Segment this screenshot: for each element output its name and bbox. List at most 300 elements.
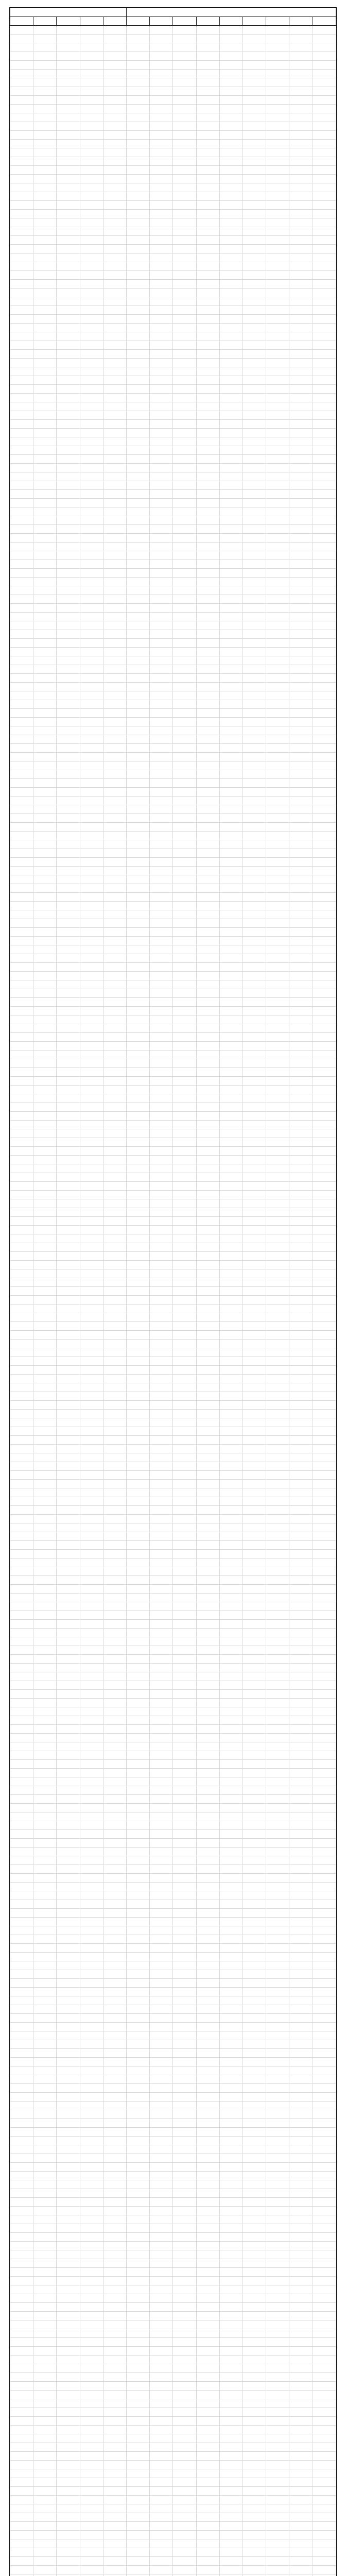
table-cell: [127, 656, 150, 665]
table-cell: [57, 271, 80, 280]
table-cell: [127, 1269, 150, 1278]
table-cell: [150, 481, 173, 490]
table-cell: [80, 1103, 103, 1112]
table-cell: [173, 1033, 196, 1042]
table-cell: [10, 490, 33, 499]
table-cell: [57, 665, 80, 674]
table-cell: [10, 1129, 33, 1138]
table-cell: [103, 1050, 126, 1059]
table-cell: [243, 1488, 266, 1497]
table-cell: [57, 1523, 80, 1532]
table-cell: [33, 1252, 57, 1261]
table-cell: [289, 1812, 313, 1821]
table-cell: [103, 639, 126, 648]
table-cell: [127, 2504, 150, 2513]
table-cell: [219, 2198, 243, 2207]
table-cell: [313, 2093, 336, 2102]
table-cell: [150, 192, 173, 201]
table-cell: [173, 2163, 196, 2172]
table-cell: [266, 902, 289, 910]
table-cell: [57, 1594, 80, 1602]
table-cell: [243, 1585, 266, 1594]
table-cell: [243, 1217, 266, 1226]
table-cell: [243, 481, 266, 490]
table-row: [10, 1488, 336, 1497]
table-cell: [80, 2145, 103, 2154]
table-cell: [313, 1059, 336, 1068]
table-cell: [80, 1944, 103, 1953]
table-cell: [243, 341, 266, 350]
table-cell: [313, 744, 336, 753]
table-cell: [127, 2154, 150, 2163]
table-cell: [150, 1129, 173, 1138]
table-cell: [57, 1541, 80, 1550]
table-cell: [33, 245, 57, 253]
table-cell: [289, 2443, 313, 2452]
table-cell: [243, 656, 266, 665]
table-cell: [150, 1112, 173, 1121]
table-cell: [289, 1602, 313, 1611]
table-cell: [57, 1129, 80, 1138]
table-cell: [196, 2180, 219, 2189]
table-cell: [313, 2478, 336, 2487]
table-cell: [150, 1830, 173, 1839]
table-cell: [243, 709, 266, 718]
table-cell: [33, 446, 57, 455]
table-cell: [196, 315, 219, 324]
table-cell: [33, 26, 57, 35]
table-cell: [10, 2259, 33, 2268]
table-cell: [243, 2373, 266, 2382]
table-cell: [127, 2014, 150, 2023]
table-cell: [57, 1015, 80, 1024]
table-cell: [80, 2119, 103, 2128]
table-cell: [80, 1812, 103, 1821]
table-cell: [80, 1848, 103, 1856]
table-cell: [150, 2478, 173, 2487]
table-cell: [127, 2496, 150, 2504]
table-cell: [289, 1611, 313, 1620]
table-cell: [10, 770, 33, 779]
table-cell: [313, 2154, 336, 2163]
table-row: [10, 455, 336, 464]
table-cell: [266, 744, 289, 753]
table-cell: [243, 1909, 266, 1918]
table-cell: [289, 858, 313, 867]
table-cell: [173, 560, 196, 569]
table-cell: [150, 1375, 173, 1383]
table-cell: [243, 2145, 266, 2154]
table-cell: [266, 1340, 289, 1348]
table-cell: [266, 1252, 289, 1261]
table-cell: [57, 2566, 80, 2574]
table-cell: [313, 2294, 336, 2303]
table-cell: [150, 87, 173, 96]
table-cell: [103, 367, 126, 376]
table-cell: [150, 2014, 173, 2023]
table-cell: [103, 2566, 126, 2574]
table-cell: [103, 1734, 126, 1742]
table-row: [10, 2504, 336, 2513]
table-cell: [10, 262, 33, 271]
table-cell: [127, 1243, 150, 1252]
table-cell: [127, 1278, 150, 1287]
table-cell: [127, 779, 150, 788]
table-cell: [57, 306, 80, 315]
table-cell: [150, 78, 173, 87]
table-cell: [289, 595, 313, 604]
table-cell: [243, 350, 266, 359]
table-cell: [289, 464, 313, 472]
table-cell: [173, 1042, 196, 1050]
table-cell: [127, 2066, 150, 2075]
table-cell: [150, 201, 173, 210]
table-cell: [10, 455, 33, 464]
table-cell: [80, 2233, 103, 2242]
table-cell: [243, 1252, 266, 1261]
table-cell: [150, 341, 173, 350]
table-cell: [196, 87, 219, 96]
table-cell: [243, 2461, 266, 2469]
table-cell: [10, 1707, 33, 1716]
table-cell: [103, 1506, 126, 1515]
table-cell: [196, 1243, 219, 1252]
table-cell: [266, 814, 289, 823]
table-cell: [173, 665, 196, 674]
table-cell: [127, 210, 150, 218]
table-cell: [219, 1865, 243, 1874]
table-cell: [127, 998, 150, 1007]
table-cell: [150, 1121, 173, 1129]
table-row: [10, 1173, 336, 1182]
table-row: [10, 385, 336, 394]
table-cell: [33, 2574, 57, 2576]
table-cell: [173, 1620, 196, 1629]
table-cell: [289, 761, 313, 770]
table-cell: [33, 1348, 57, 1357]
table-cell: [57, 490, 80, 499]
table-cell: [57, 1024, 80, 1033]
table-cell: [10, 805, 33, 814]
table-cell: [150, 350, 173, 359]
table-cell: [173, 2250, 196, 2259]
table-cell: [57, 1401, 80, 1410]
table-row: [10, 919, 336, 928]
table-cell: [173, 604, 196, 613]
table-cell: [313, 2496, 336, 2504]
table-cell: [313, 1532, 336, 1541]
table-cell: [103, 1226, 126, 1234]
table-cell: [10, 525, 33, 534]
table-cell: [266, 1427, 289, 1436]
column-header-2: [33, 17, 57, 26]
table-cell: [313, 1348, 336, 1357]
table-cell: [127, 1506, 150, 1515]
table-cell: [266, 1173, 289, 1182]
table-cell: [219, 735, 243, 744]
table-cell: [313, 1199, 336, 1208]
table-cell: [243, 2172, 266, 2180]
table-cell: [266, 43, 289, 52]
table-cell: [289, 2215, 313, 2224]
table-cell: [196, 2417, 219, 2426]
table-cell: [150, 1812, 173, 1821]
table-cell: [219, 1558, 243, 1567]
table-cell: [196, 1357, 219, 1366]
table-cell: [219, 1550, 243, 1558]
table-cell: [80, 2557, 103, 2566]
table-cell: [127, 227, 150, 236]
table-cell: [243, 1953, 266, 1961]
table-cell: [289, 2504, 313, 2513]
table-cell: [57, 2347, 80, 2355]
table-cell: [173, 2399, 196, 2408]
table-cell: [127, 2478, 150, 2487]
table-cell: [266, 1821, 289, 1830]
table-cell: [173, 1707, 196, 1716]
table-cell: [289, 1348, 313, 1357]
table-cell: [10, 700, 33, 709]
table-cell: [127, 1681, 150, 1690]
table-cell: [266, 2548, 289, 2557]
table-cell: [289, 1366, 313, 1375]
table-cell: [10, 1015, 33, 1024]
table-cell: [173, 481, 196, 490]
table-cell: [173, 2172, 196, 2180]
table-cell: [33, 814, 57, 823]
table-cell: [219, 61, 243, 70]
table-cell: [289, 26, 313, 35]
table-cell: [219, 1383, 243, 1392]
table-cell: [196, 665, 219, 674]
table-cell: [266, 1567, 289, 1576]
table-cell: [173, 1366, 196, 1375]
table-cell: [289, 1480, 313, 1488]
table-cell: [57, 1313, 80, 1322]
table-cell: [243, 525, 266, 534]
table-cell: [266, 1392, 289, 1401]
table-row: [10, 2338, 336, 2347]
table-cell: [103, 2005, 126, 2014]
table-cell: [173, 1506, 196, 1515]
table-cell: [173, 1594, 196, 1602]
table-cell: [57, 1173, 80, 1182]
table-cell: [313, 1681, 336, 1690]
table-cell: [243, 613, 266, 621]
table-cell: [219, 2268, 243, 2277]
table-cell: [103, 227, 126, 236]
table-cell: [173, 61, 196, 70]
table-cell: [266, 2347, 289, 2355]
table-cell: [57, 411, 80, 420]
table-cell: [127, 849, 150, 858]
table-cell: [173, 2058, 196, 2066]
table-cell: [243, 324, 266, 332]
table-cell: [173, 980, 196, 989]
table-cell: [103, 1427, 126, 1436]
table-cell: [33, 2513, 57, 2522]
table-cell: [219, 823, 243, 832]
table-cell: [127, 2574, 150, 2576]
table-row: [10, 1050, 336, 1059]
table-cell: [243, 359, 266, 367]
table-cell: [173, 1812, 196, 1821]
table-cell: [289, 43, 313, 52]
table-cell: [173, 131, 196, 140]
table-cell: [313, 1883, 336, 1891]
table-cell: [173, 2347, 196, 2355]
table-cell: [266, 1690, 289, 1699]
table-cell: [127, 1261, 150, 1269]
table-cell: [150, 744, 173, 753]
table-row: [10, 1304, 336, 1313]
table-cell: [196, 1585, 219, 1594]
table-cell: [80, 1839, 103, 1848]
table-cell: [243, 2084, 266, 2093]
table-cell: [150, 420, 173, 429]
table-cell: [57, 963, 80, 972]
table-cell: [266, 218, 289, 227]
table-cell: [243, 604, 266, 613]
table-cell: [219, 2452, 243, 2461]
table-cell: [57, 1988, 80, 1996]
table-cell: [219, 1243, 243, 1252]
table-cell: [313, 560, 336, 569]
table-cell: [219, 1138, 243, 1147]
table-cell: [219, 1953, 243, 1961]
table-cell: [10, 1383, 33, 1392]
table-cell: [10, 2049, 33, 2058]
table-cell: [196, 253, 219, 262]
table-cell: [313, 1830, 336, 1839]
table-cell: [127, 1918, 150, 1926]
table-cell: [127, 192, 150, 201]
table-cell: [10, 175, 33, 183]
table-cell: [243, 1742, 266, 1751]
table-cell: [57, 2434, 80, 2443]
table-cell: [289, 2250, 313, 2259]
table-cell: [33, 2137, 57, 2145]
table-cell: [289, 280, 313, 289]
table-cell: [103, 1865, 126, 1874]
table-cell: [313, 1821, 336, 1830]
table-cell: [313, 507, 336, 516]
table-cell: [103, 166, 126, 175]
table-cell: [243, 1007, 266, 1015]
table-cell: [219, 2233, 243, 2242]
table-cell: [289, 1830, 313, 1839]
table-cell: [289, 183, 313, 192]
table-cell: [266, 1699, 289, 1707]
table-row: [10, 1690, 336, 1699]
table-cell: [219, 1664, 243, 1672]
table-cell: [150, 1909, 173, 1918]
table-cell: [266, 1199, 289, 1208]
table-cell: [173, 1112, 196, 1121]
table-cell: [219, 2461, 243, 2469]
table-cell: [150, 928, 173, 937]
table-cell: [10, 2163, 33, 2172]
table-cell: [103, 148, 126, 157]
table-cell: [173, 858, 196, 867]
table-cell: [103, 2066, 126, 2075]
table-cell: [243, 1830, 266, 1839]
table-cell: [33, 595, 57, 604]
table-row: [10, 1418, 336, 1427]
table-cell: [219, 35, 243, 43]
table-cell: [10, 621, 33, 630]
table-cell: [243, 1015, 266, 1024]
table-cell: [219, 980, 243, 989]
table-cell: [10, 2014, 33, 2023]
table-cell: [150, 1725, 173, 1734]
table-cell: [173, 1497, 196, 1506]
table-cell: [313, 332, 336, 341]
table-row: [10, 1874, 336, 1883]
table-cell: [80, 26, 103, 35]
table-cell: [196, 910, 219, 919]
table-cell: [127, 2084, 150, 2093]
table-cell: [219, 402, 243, 411]
table-cell: [80, 1497, 103, 1506]
table-row: [10, 2294, 336, 2303]
table-cell: [243, 910, 266, 919]
table-cell: [57, 2014, 80, 2023]
table-cell: [243, 52, 266, 61]
table-cell: [173, 253, 196, 262]
table-cell: [219, 464, 243, 472]
table-cell: [266, 1068, 289, 1077]
table-cell: [33, 884, 57, 893]
table-cell: [127, 1077, 150, 1086]
table-cell: [33, 271, 57, 280]
table-cell: [266, 1961, 289, 1970]
table-cell: [196, 1769, 219, 1777]
table-cell: [266, 1348, 289, 1357]
table-cell: [219, 1497, 243, 1506]
table-cell: [127, 218, 150, 227]
table-cell: [313, 1471, 336, 1480]
table-cell: [173, 105, 196, 113]
table-cell: [150, 1567, 173, 1576]
table-cell: [266, 753, 289, 761]
table-cell: [127, 499, 150, 507]
table-cell: [289, 1436, 313, 1445]
table-row: [10, 2172, 336, 2180]
table-cell: [150, 455, 173, 464]
table-cell: [173, 2469, 196, 2478]
header-group-right: [127, 8, 336, 17]
table-cell: [33, 700, 57, 709]
table-cell: [80, 1033, 103, 1042]
table-cell: [150, 1033, 173, 1042]
table-cell: [103, 1558, 126, 1567]
table-cell: [80, 1217, 103, 1226]
table-row: [10, 1576, 336, 1585]
table-cell: [173, 1883, 196, 1891]
table-cell: [196, 1191, 219, 1199]
table-cell: [219, 2522, 243, 2531]
table-cell: [196, 1304, 219, 1313]
table-cell: [10, 1147, 33, 1156]
table-cell: [57, 52, 80, 61]
table-cell: [196, 2250, 219, 2259]
table-cell: [266, 201, 289, 210]
table-cell: [57, 726, 80, 735]
table-cell: [150, 472, 173, 481]
table-cell: [173, 989, 196, 998]
table-cell: [33, 315, 57, 324]
